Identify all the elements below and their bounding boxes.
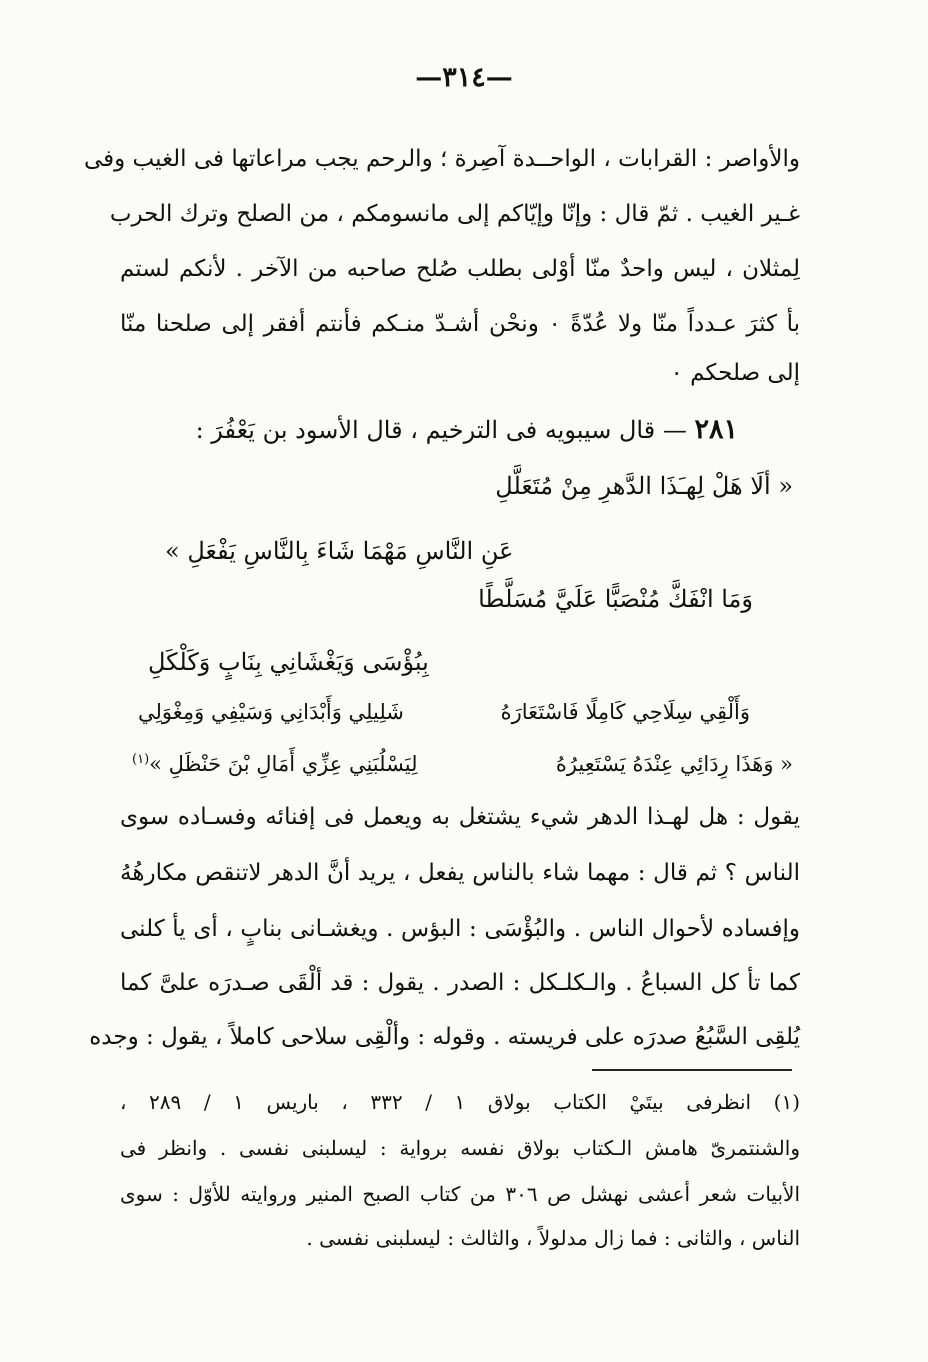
paragraph-line: وإفساده لأحوال الناس . والبُؤْسَى : البؤس . ويغشـانى بنابٍ ، أى يأ كلنى	[120, 916, 800, 942]
paragraph-line: لِمثلان ، ليس واحدٌ منّا أوْلى بطلب صُلح صاحبه من الآخر . لأنكم لستم	[120, 256, 800, 282]
paragraph-line: والأواصر : القرابات ، الواحــدة آصِرة ؛ والرحم يجب مراعاتها فى الغيب وفى	[83, 146, 800, 172]
paragraph-line: إلى صلحكم ٠	[670, 360, 800, 386]
verse-line: عَنِ النَّاسِ مَهْمَا شَاءَ بِالنَّاسِ يَفْعَلِ »	[165, 537, 514, 565]
footnote-line: (١) انظرفى بيتَيْ الكتاب بولاق ١ / ٣٣٢ ، باريس ١ / ٢٨٩ ،	[120, 1090, 801, 1114]
verse-hemistich	[132, 752, 418, 776]
verse-line: وَمَا انْفَكَّ مُنْصَبًّا عَلَيَّ مُسَلَّطًا	[478, 585, 753, 613]
paragraph-line: الناس ؟ ثم قال : مهما شاء بالناس يفعل ، يريد أنَّ الدهر لاتنقص مكارهُهُ	[120, 860, 800, 886]
verse-line: بِبُؤْسَى وَيَغْشَانِي بِنَابٍ وَكَلْكَلِ	[148, 648, 429, 676]
page-number: —٣١٤—	[415, 62, 513, 93]
paragraph-line: غـير الغيب . ثمّ قال : وإنّا وإيّاكم إلى مانسومكم ، من الصلح وترك الحرب	[109, 201, 800, 227]
footnote-divider	[592, 1069, 792, 1071]
footnote-line: والشنتمرىّ هامش الـكتاب بولاق نفسه برواية : ليسلبنى نفسى . وانظر فى	[120, 1136, 800, 1160]
footnote-line: الناس ، والثانى : فما زال مدلولاً ، والثالث : ليسلبنى نفسى .	[306, 1226, 800, 1250]
entry-heading-text: قال سيبويه فى الترخيم ، قال الأسود بن يَعْفُرَ :	[195, 416, 656, 444]
entry-number: ٢٨١	[694, 414, 738, 445]
footnote-line: الأبيات شعر أعشى نهشل ص ٣٠٦ من كتاب الصبح المنير وروايته للأوّل : سوى	[120, 1182, 801, 1206]
verse-hemistich: « وَهَذَا رِدَائِي عِنْدَهُ يَسْتَعِيرُهُ	[555, 752, 793, 776]
verse-line: « ألَا هَلْ لِهـَذَا الدَّهرِ مِنْ مُتَعَلَّلِ	[495, 472, 793, 500]
verse-hemistich: شَلِيلِي وَأَبْدَانِي وَسَيْفِي وَمِغْوَلِي	[138, 700, 404, 724]
paragraph-line: بأ كثرَ عـدداً منّا ولا عُدّةً ٠ ونحْن أشـدّ منـكم فأنتم أفقر إلى صلحنا منّا	[120, 311, 801, 337]
entry-heading	[196, 414, 738, 445]
paragraph-line: كما تأ كل السباعُ . والـكلـكل : الصدر . يقول : قد ألْقَى صـدرَه علىَّ كما	[120, 970, 800, 996]
paragraph-line: يقول : هل لهـذا الدهر شيء يشتغل به ويعمل فى إفنائه وفسـاده سوى	[120, 804, 800, 830]
entry-dash: —	[662, 416, 687, 444]
paragraph-line: يُلقِى السَّبُعُ صدرَه على فريسته . وقوله : وألْقِى سلاحى كاملاً ، يقول : وجده	[89, 1024, 800, 1050]
footnote-mark: (١)	[132, 752, 150, 767]
verse-text: لِيَسْلُبَنِي عِزِّي أَمَالِ بْنَ حَنْظَلِ »	[149, 752, 418, 776]
verse-hemistich: وَأَلْقِي سِلَاحِي كَامِلًا فَاسْتَعَارَهُ	[500, 700, 750, 724]
